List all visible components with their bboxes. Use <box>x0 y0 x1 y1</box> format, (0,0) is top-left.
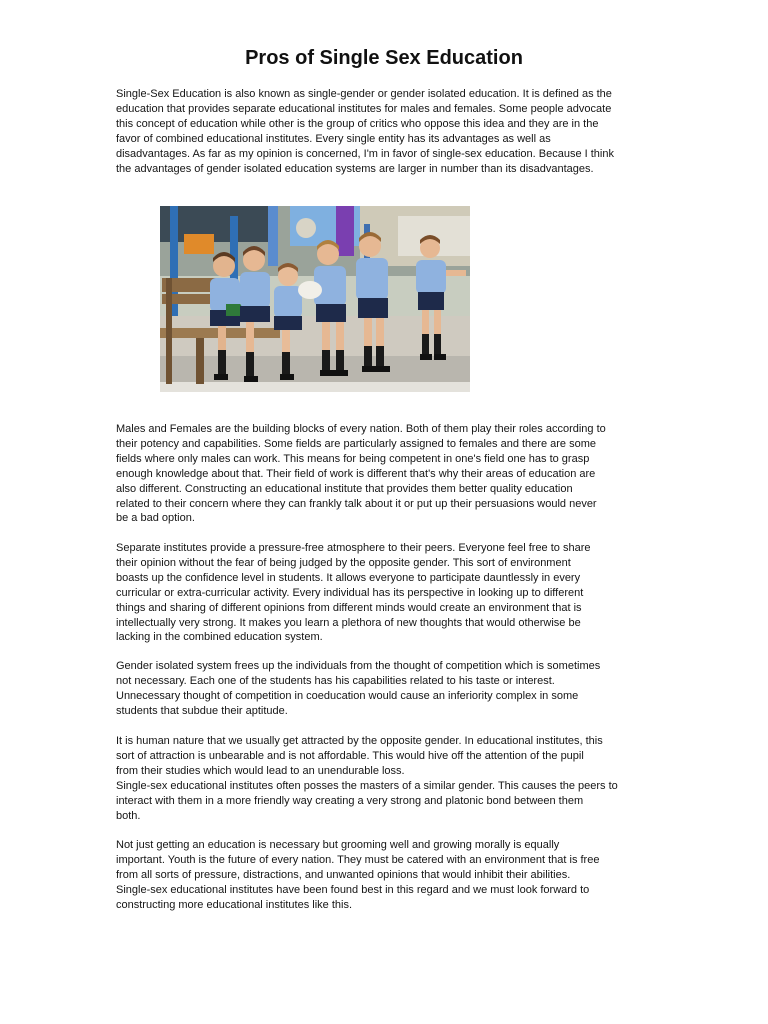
text-line: students that subdue their aptitude. <box>116 704 288 717</box>
text-line: from all sorts of pressure, distractions, and unwanted opinions that would inhibit their abilities. <box>116 868 571 881</box>
text-line: boasts up the confidence level in students. It allows everyone to participate dauntlessly in every <box>116 571 581 584</box>
text-line: enough knowledge about that. Their field of work is different that's why their areas of education are <box>116 467 596 480</box>
paragraph-intro <box>116 87 654 176</box>
text-line: also different. Constructing an educational institute that provides them better quality education <box>116 482 573 495</box>
text-line: favor of combined educational institutes. Every single entity has its advantages as well as <box>116 132 551 145</box>
text-line: Single-sex educational institutes have been found best in this regard and we must look forward to <box>116 883 590 896</box>
page-title: Pros of Single Sex Education <box>245 47 523 69</box>
text-line: Unnecessary thought of competition in coeducation would cause an inferiority complex in some <box>116 689 579 702</box>
text-line: from their studies which would lead to an unendurable loss. <box>116 764 405 777</box>
paragraph-grooming <box>116 838 654 913</box>
schoolboys-photo <box>160 206 470 392</box>
text-line: related to their concern where they can frankly talk about it or put up their persuasions would never <box>116 497 597 510</box>
text-line: curricular or extra-curricular activity. Every individual has its perspective in looking up to different <box>116 586 584 599</box>
text-line: Gender isolated system frees up the individuals from the thought of competition which is sometimes <box>116 660 601 672</box>
text-line: be a bad option. <box>116 512 195 525</box>
text-line: Single-sex educational institutes often posses the masters of a similar gender. This causes the peers to <box>116 779 618 792</box>
text-line: intellectually very strong. It makes you learn a plethora of new thoughts that would otherwise be <box>116 616 581 629</box>
text-line: the advantages of gender isolated education systems are larger in number than its disadvantages. <box>116 162 594 175</box>
text-line: Not just getting an education is necessary but grooming well and growing morally is equally <box>116 839 560 851</box>
paragraph-competition <box>116 659 654 719</box>
text-line: Males and Females are the building blocks of every nation. Both of them play their roles according to <box>116 423 606 435</box>
text-line: important. Youth is the future of every nation. They must be catered with an environment that is free <box>116 853 600 866</box>
text-line: interact with them in a more friendly way creating a very strong and platonic bond between them <box>116 794 584 807</box>
paragraph-pressure-free <box>116 541 654 645</box>
text-line: both. <box>116 809 141 822</box>
text-line: disadvantages. As far as my opinion is concerned, I'm in favor of single-sex education. Because I think <box>116 147 614 160</box>
text-line: their potency and capabilities. Some fields are particularly assigned to females and there are some <box>116 437 596 450</box>
text-line: sort of attraction is unbearable and is not affordable. This would hive off the attention of the pupil <box>116 749 584 762</box>
text-line: Single-Sex Education is also known as single-gender or gender isolated education. It is defined as the <box>116 88 612 100</box>
text-line: It is human nature that we usually get attracted by the opposite gender. In educational institutes, this <box>116 735 603 747</box>
paragraph-building-blocks <box>116 422 654 526</box>
text-line: constructing more educational institutes like this. <box>116 898 353 911</box>
text-line: fields where only males can work. This means for being competent in one's field one has to grasp <box>116 452 590 465</box>
text-line: Separate institutes provide a pressure-free atmosphere to their peers. Everyone feel free to share <box>116 542 591 554</box>
paragraph-human-nature <box>116 734 654 823</box>
text-line: their opinion without the fear of being judged by the opposite gender. This sort of environment <box>116 556 571 569</box>
text-line: not necessary. Each one of the students has his capabilities related to his taste or interest. <box>116 674 555 687</box>
text-line: education that provides separate educational institutes for males and females. Some people advocate <box>116 102 612 115</box>
text-line: lacking in the combined education system. <box>116 631 323 644</box>
text-line: this concept of education while other is the group of critics who oppose this idea and they are in the <box>116 117 599 130</box>
text-line: things and sharing of different opinions from different minds would create an environment that is <box>116 601 582 614</box>
